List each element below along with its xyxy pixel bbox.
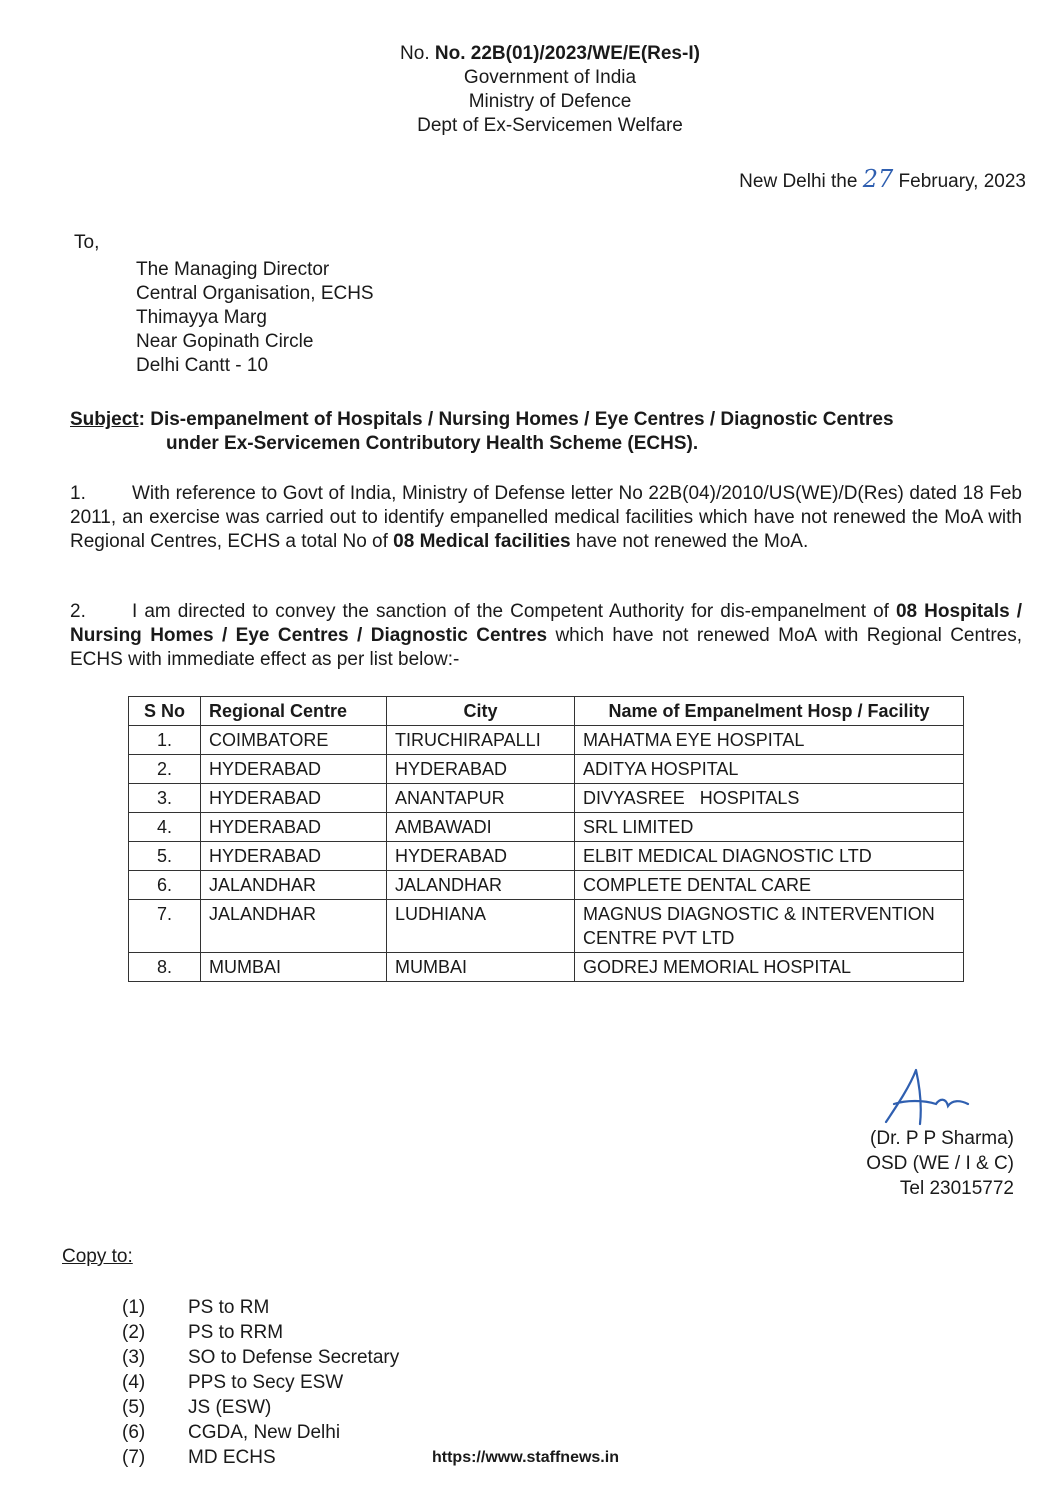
paragraph-bold-text: 08 Medical facilities xyxy=(393,531,571,552)
cell-city: HYDERABAD xyxy=(387,842,575,871)
signatory-designation: OSD (WE / I & C) xyxy=(866,1153,1014,1174)
cell-sno: 5. xyxy=(129,842,201,871)
list-item: (3) SO to Defense Secretary xyxy=(122,1347,400,1368)
table-row xyxy=(129,784,964,813)
addressee-line: Near Gopinath Circle xyxy=(136,331,314,352)
cell-sno: 8. xyxy=(129,953,201,982)
copy-to-label: Copy to: xyxy=(62,1246,133,1267)
table-row xyxy=(129,813,964,842)
cell-facility-name: MAGNUS DIAGNOSTIC & INTERVENTION CENTRE PVT LTD xyxy=(575,900,964,953)
cell-sno: 1. xyxy=(129,726,201,755)
cell-regional-centre: HYDERABAD xyxy=(201,784,387,813)
cell-city: HYDERABAD xyxy=(387,755,575,784)
col-header-facility-name: Name of Empanelment Hosp / Facility xyxy=(575,697,964,726)
signature-mark xyxy=(876,1064,976,1130)
table-row xyxy=(129,726,964,755)
file-number-value: No. 22B(01)/2023/WE/E(Res-I) xyxy=(434,43,700,64)
cell-facility-name: GODREJ MEMORIAL HOSPITAL xyxy=(575,953,964,982)
cell-sno: 3. xyxy=(129,784,201,813)
cell-regional-centre: COIMBATORE xyxy=(201,726,387,755)
cell-city: ANANTAPUR xyxy=(387,784,575,813)
copy-to-list xyxy=(122,1295,399,1470)
col-header-sno: S No xyxy=(129,697,201,726)
addressee-line: Thimayya Marg xyxy=(136,307,267,328)
date-day-handwritten: 27 xyxy=(862,165,894,193)
cell-city: LUDHIANA xyxy=(387,900,575,953)
subject-line-2: under Ex-Servicemen Contributory Health Scheme (ECHS). xyxy=(166,433,699,454)
list-item: (1) PS to RM xyxy=(122,1297,270,1318)
cell-regional-centre: HYDERABAD xyxy=(201,755,387,784)
list-item: (2) PS to RRM xyxy=(122,1322,284,1343)
table-row xyxy=(129,755,964,784)
header-dept: Dept of Ex-Servicemen Welfare xyxy=(417,115,683,136)
table-row xyxy=(129,871,964,900)
paragraph-text: With reference to Govt of India, Ministry of Defense letter No 22B(04)/2010/US(WE)/D(Res) dated 18 Feb 2011, an exercise was carried out to identify empanelled medical facilities which have not renewed the MoA with Regional Centres, ECHS a total No of xyxy=(70,483,1022,552)
cell-facility-name: SRL LIMITED xyxy=(575,813,964,842)
paragraph-bold-text: 08 Hospitals / Nursing Homes / Eye Centres / Diagnostic Centres xyxy=(70,601,1022,646)
disempanelment-table xyxy=(128,696,964,982)
paragraph-text: which have not renewed MoA with Regional Centres, ECHS with immediate effect as per list below:- xyxy=(70,625,1023,670)
file-number xyxy=(300,42,800,66)
cell-sno: 6. xyxy=(129,871,201,900)
table-header-row xyxy=(129,697,964,726)
signatory-name: (Dr. P P Sharma) xyxy=(870,1128,1014,1149)
cell-facility-name: ELBIT MEDICAL DIAGNOSTIC LTD xyxy=(575,842,964,871)
cell-city: AMBAWADI xyxy=(387,813,575,842)
addressee-line: The Managing Director xyxy=(136,259,330,280)
letter-date xyxy=(739,165,1026,193)
list-item: (4) PPS to Secy ESW xyxy=(122,1372,344,1393)
to-label: To, xyxy=(74,232,100,253)
list-item: (5) JS (ESW) xyxy=(122,1397,272,1418)
cell-sno: 7. xyxy=(129,900,201,953)
addressee-line: Delhi Cantt - 10 xyxy=(136,355,269,376)
list-item: (6) CGDA, New Delhi xyxy=(122,1422,341,1443)
cell-city: JALANDHAR xyxy=(387,871,575,900)
addressee-block xyxy=(136,258,374,378)
cell-regional-centre: HYDERABAD xyxy=(201,813,387,842)
letter-header xyxy=(300,42,800,138)
table-row xyxy=(129,900,964,953)
paragraph-1 xyxy=(70,482,1022,554)
cell-city: MUMBAI xyxy=(387,953,575,982)
list-item: (7) MD ECHS xyxy=(122,1447,276,1468)
paragraph-number: 1. xyxy=(70,483,86,504)
table-row xyxy=(129,842,964,871)
cell-regional-centre: JALANDHAR xyxy=(201,900,387,953)
cell-sno: 4. xyxy=(129,813,201,842)
file-number-prefix: No. xyxy=(400,43,430,64)
subject-label: Subject xyxy=(70,409,139,430)
header-ministry: Ministry of Defence xyxy=(468,91,632,112)
footer-url: https://www.staffnews.in xyxy=(432,1449,619,1466)
header-govt: Government of India xyxy=(463,67,637,88)
col-header-city: City xyxy=(387,697,575,726)
paragraph-text: I am directed to convey the sanction of the Competent Authority for dis-empanelment of xyxy=(132,601,889,622)
signatory-tel: Tel 23015772 xyxy=(899,1178,1014,1199)
cell-regional-centre: HYDERABAD xyxy=(201,842,387,871)
signatory-block xyxy=(866,1126,1014,1201)
cell-sno: 2. xyxy=(129,755,201,784)
cell-regional-centre: MUMBAI xyxy=(201,953,387,982)
cell-facility-name: ADITYA HOSPITAL xyxy=(575,755,964,784)
paragraph-number: 2. xyxy=(70,601,86,622)
paragraph-text: have not renewed the MoA. xyxy=(575,531,809,552)
date-prefix: New Delhi the xyxy=(739,171,858,192)
subject-line-1: : Dis-empanelment of Hospitals / Nursing Homes / Eye Centres / Diagnostic Centres xyxy=(138,409,894,430)
cell-facility-name: DIVYASREE HOSPITALS xyxy=(575,784,964,813)
addressee-line: Central Organisation, ECHS xyxy=(136,283,374,304)
table-row xyxy=(129,953,964,982)
cell-regional-centre: JALANDHAR xyxy=(201,871,387,900)
cell-city: TIRUCHIRAPALLI xyxy=(387,726,575,755)
date-suffix: February, 2023 xyxy=(898,171,1026,192)
paragraph-2 xyxy=(70,600,1022,672)
cell-facility-name: MAHATMA EYE HOSPITAL xyxy=(575,726,964,755)
subject-block xyxy=(70,408,1030,456)
col-header-regional-centre: Regional Centre xyxy=(201,697,387,726)
cell-facility-name: COMPLETE DENTAL CARE xyxy=(575,871,964,900)
